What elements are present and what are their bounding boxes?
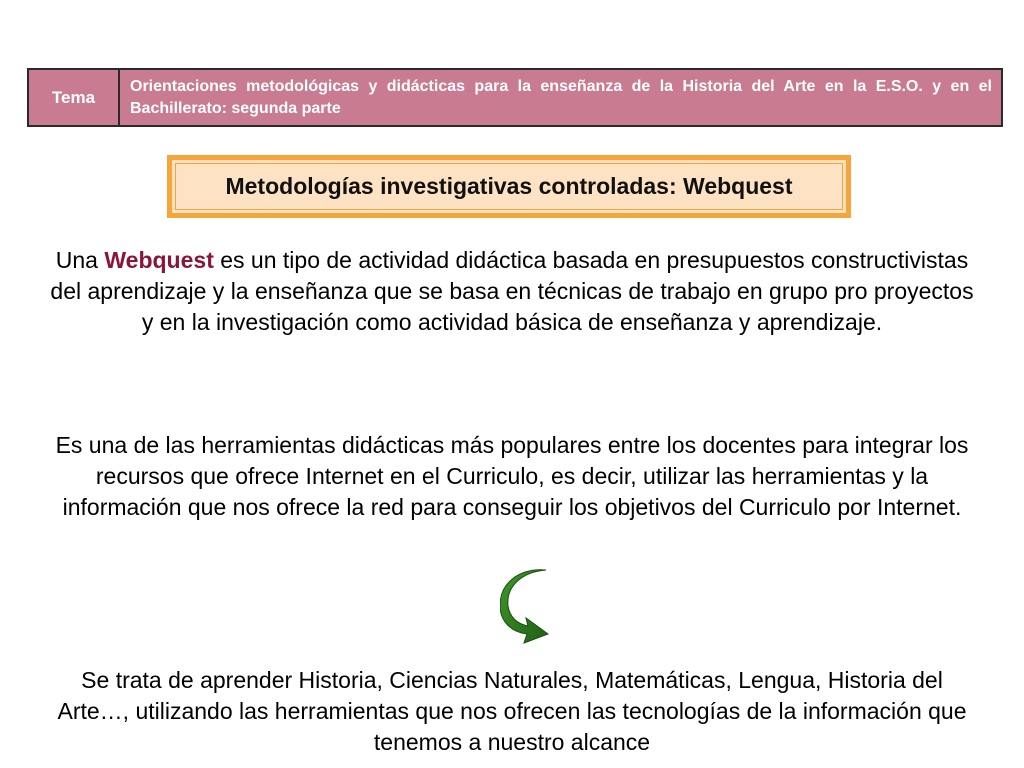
webquest-definition-paragraph — [50, 245, 974, 338]
topic-description: Orientaciones metodológicas y didácticas para la enseñanza de la Historia del Arte en la E.S.O. y en el Bachillerato: segunda parte — [130, 78, 992, 117]
topic-header-table — [27, 68, 1003, 127]
webquest-highlight: Webquest — [104, 247, 214, 273]
definition-suffix: es un tipo de actividad didáctica basada en presupuestos constructivistas del aprendizaje y la enseñanza que se basa en técnicas de trabajo en grupo pro proyectos y en la investigación como actividad básica de enseñanza y aprendizaje. — [50, 247, 974, 335]
curved-down-arrow-icon — [500, 568, 556, 644]
webquest-purpose-paragraph: Se trata de aprender Historia, Ciencias Naturales, Matemáticas, Lengua, Historia del Arte…, utilizando las herramientas que nos ofrecen las tecnologías de la información que tenemos a nuestro alcance — [57, 667, 967, 755]
topic-label: Tema — [29, 70, 120, 125]
webquest-popularity-paragraph: Es una de las herramientas didácticas más populares entre los docentes para integrar los recursos que ofrece Internet en el Curriculo, es decir, utilizar las herramientas y la información que nos ofrece la red para conseguir los objetivos del Curriculo por Internet. — [55, 432, 969, 520]
slide-title: Metodologías investigativas controladas: Webquest — [225, 173, 793, 199]
definition-prefix: Una — [55, 247, 105, 273]
slide-title-box — [167, 155, 851, 218]
